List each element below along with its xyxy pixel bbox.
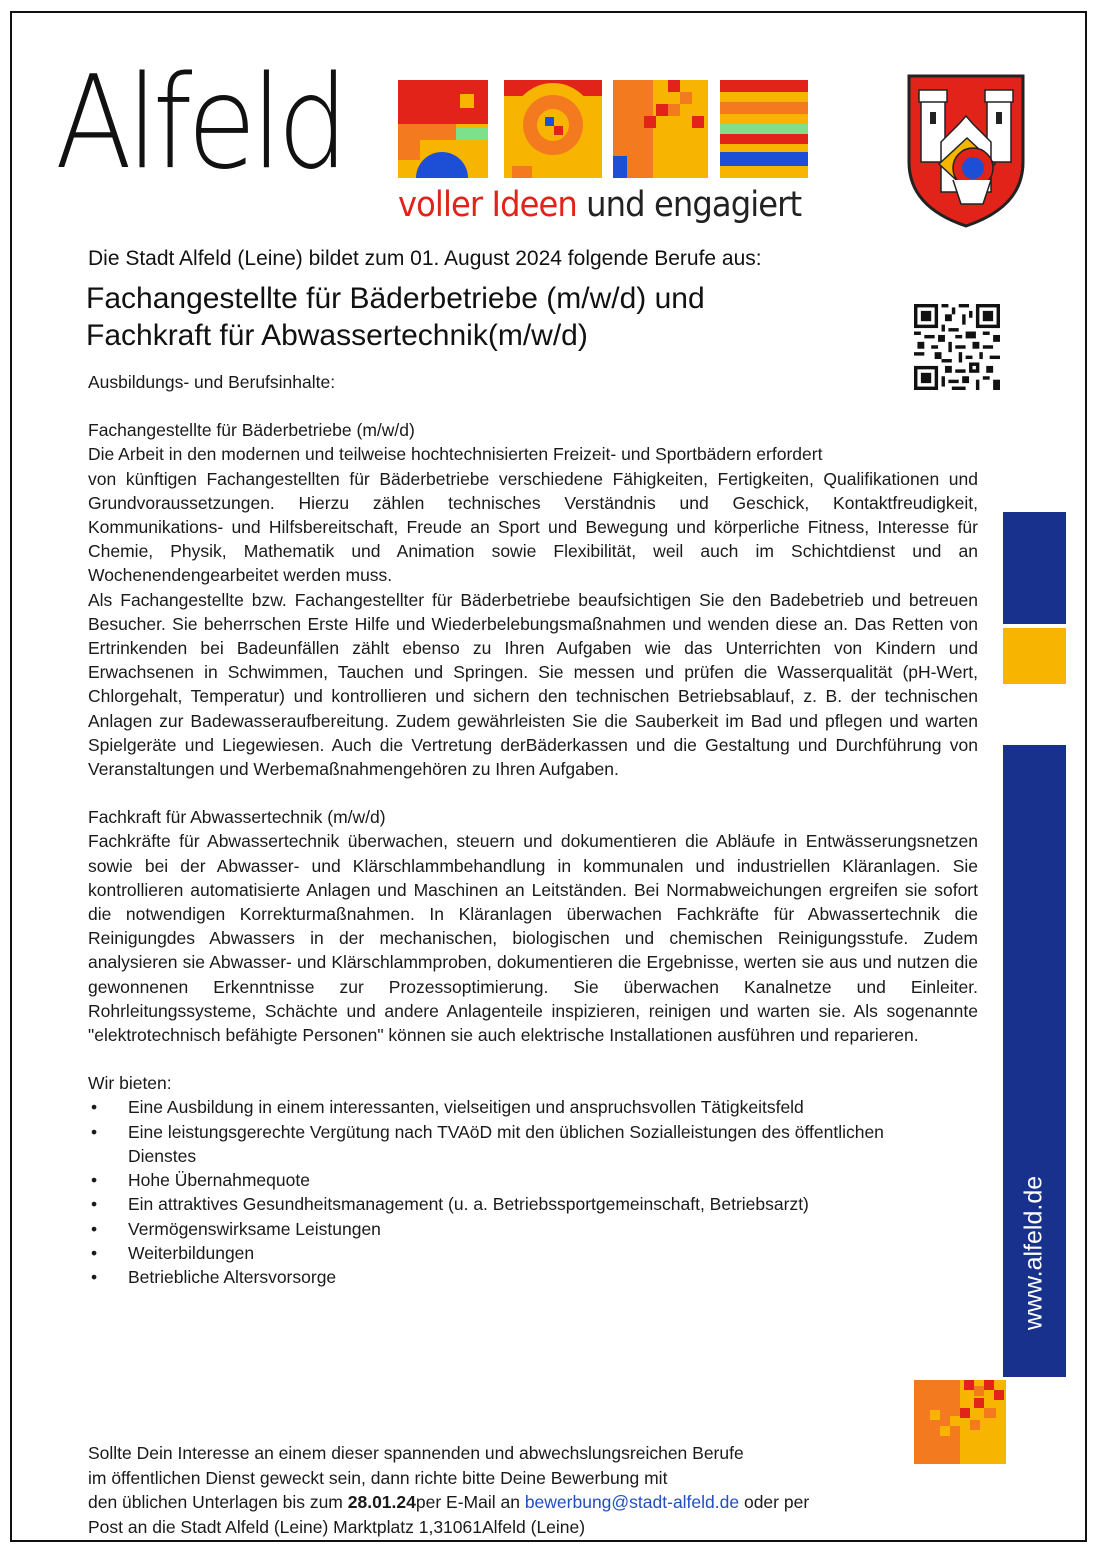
closing-line-3-post: oder per: [739, 1492, 810, 1512]
alfeld-wordmark: Alfeld: [55, 49, 344, 198]
list-item: • Hohe Übernahmequote: [88, 1168, 948, 1192]
main-content: [88, 370, 978, 1289]
list-item: • Betriebliche Altersvorsorge: [88, 1265, 948, 1289]
tagline-dark: und engagiert: [576, 185, 802, 225]
list-item: • Weiterbildungen: [88, 1241, 948, 1265]
contents-label: Ausbildungs- und Berufsinhalte:: [88, 372, 336, 392]
list-item: • Vermögenswirksame Leistungen: [88, 1217, 948, 1241]
page-title: [86, 280, 705, 354]
benefits-list: [88, 1095, 978, 1289]
tagline: [398, 185, 801, 225]
section-title-abwasser: Fachkraft für Abwassertechnik (m/w/d): [88, 807, 386, 828]
closing-line-3-pre: den üblichen Unterlagen bis zum: [88, 1492, 348, 1512]
email-link[interactable]: bewerbung@stadt-alfeld.de: [524, 1492, 740, 1512]
section-baeder-text-3: Als Fachangestellte bzw. Fachangestellter für Bäderbetriebe beaufsichtigen Sie den Badebetrieb und betreuen Besucher. Sie beherrschen Erste Hilfe und Wiederbelebungsmaßnahmen und wenden diese an. Das Retten von Ertrinkenden bei Badeunfällen zählt ebenso zu Ihren Aufgaben wie das Unterrichten von Kindern und Erwachsenen in Schwimmen, Tauchen und Springen. Sie messen und prüfen die Wasserqualität (pH-Wert, Chlorgehalt, Temperatur) und kontrollieren und sichern den technischen Betriebsablauf, z. B. der technischen Anlagen zur Badewasseraufbereitung. Zudem gewährleisten Sie die Sauberkeit im Bad und pflegen und warten Spielgeräte und Liegewiesen. Auch die Vertretung derBäderkassen und die Gestaltung und Durchführung von Veranstaltungen und Werbemaßnahmengehören zu Ihren Aufgaben.: [88, 589, 978, 780]
decorative-mosaic-icon: [914, 1380, 1006, 1464]
alfeld-logo-mosaic-icon: [398, 80, 808, 178]
side-bar-accent: [1003, 628, 1066, 684]
section-title-baeder: Fachangestellte für Bäderbetriebe (m/w/d): [88, 420, 415, 441]
side-bar-top: [1003, 512, 1066, 624]
title-line-1: Fachangestellte für Bäderbetriebe (m/w/d) und: [86, 282, 705, 315]
list-item: • Ein attraktives Gesundheitsmanagement (u. a. Betriebssportgemeinschaft, Betriebsarzt): [88, 1192, 948, 1216]
closing-line-3-mid: per E-Mail an: [415, 1492, 525, 1512]
closing-line-3: [88, 1490, 809, 1515]
closing-text: [88, 1441, 809, 1539]
closing-line-4: Post an die Stadt Alfeld (Leine) Marktplatz 1,31061Alfeld (Leine): [88, 1516, 586, 1537]
title-line-2: Fachkraft für Abwassertechnik(m/w/d): [86, 319, 588, 352]
coat-of-arms-icon: [903, 72, 1029, 230]
deadline: 28.01.24: [347, 1492, 416, 1512]
website-link[interactable]: www.alfeld.de: [1019, 1175, 1048, 1331]
intro-line: Die Stadt Alfeld (Leine) bildet zum 01. August 2024 folgende Berufe aus:: [88, 247, 762, 270]
closing-line-1: Sollte Dein Interesse an einem dieser spannenden und abwechslungsreichen Berufe: [88, 1443, 744, 1463]
benefits-title: Wir bieten:: [88, 1073, 172, 1094]
section-baeder-text-1: Die Arbeit in den modernen und teilweise hochtechnisierten Freizeit- und Sportbädern erfordert: [88, 444, 823, 465]
section-baeder-text-2: von künftigen Fachangestellten für Bäderbetriebe verschiedene Fähigkeiten, Fertigkeiten, Qualifikationen und Grundvoraussetzungen. Hierzu zählen technisches Verständnis und Geschick, Kontaktfreudigkeit, Kommunikations- und Hilfsbereitschaft, Freude an Sport und Bewegung und körperliche Fitness, Interesse für Chemie, Physik, Mathematik und Animation sowie Flexibilität, weil auch im Schichtdienst und an Wochenendengearbeitet werden muss.: [88, 468, 978, 586]
section-abwasser-text: Fachkräfte für Abwassertechnik überwachen, steuern und dokumentieren die Abläufe in Entwässerungsnetzen sowie bei der Abwasser- und Klärschlammbehandlung in kommunalen und industriellen Kläranlagen. Sie kontrollieren automatisierte Anlagen und Maschinen an Leitständen. Bei Normabweichungen ergreifen sie sofort die notwendigen Korrekturmaßnahmen. In Kläranlagen überwachen Fachkräfte für Abwassertechnik die Reinigungdes Abwassers in der mechanischen, biologischen und chemischen Reinigungsstufe. Zudem analysieren sie Abwasser- und Klärschlammproben, dokumentieren die Ergebnisse, werten sie aus und nutzen die gewonnenen Erkenntnisse zur Prozessoptimierung. Sie überwachen Kanalnetze und Einleiter. Rohrleitungssysteme, Schächte und andere Anlagenteile inspizieren, reinigen und warten sie. Als sogenannte "elektrotechnisch befähigte Personen" können sie auch elektrische Installationen ausführen und reparieren.: [88, 831, 978, 1046]
tagline-red: voller Ideen: [398, 185, 577, 225]
closing-line-2: im öffentlichen Dienst geweckt sein, dann richte bitte Deine Bewerbung mit: [88, 1467, 668, 1488]
list-item: • Eine Ausbildung in einem interessanten, vielseitigen und anspruchsvollen Tätigkeitsfeld: [88, 1095, 948, 1119]
list-item: • Eine leistungsgerechte Vergütung nach TVAöD mit den üblichen Sozialleistungen des öffentlichen Dienstes: [88, 1120, 948, 1168]
